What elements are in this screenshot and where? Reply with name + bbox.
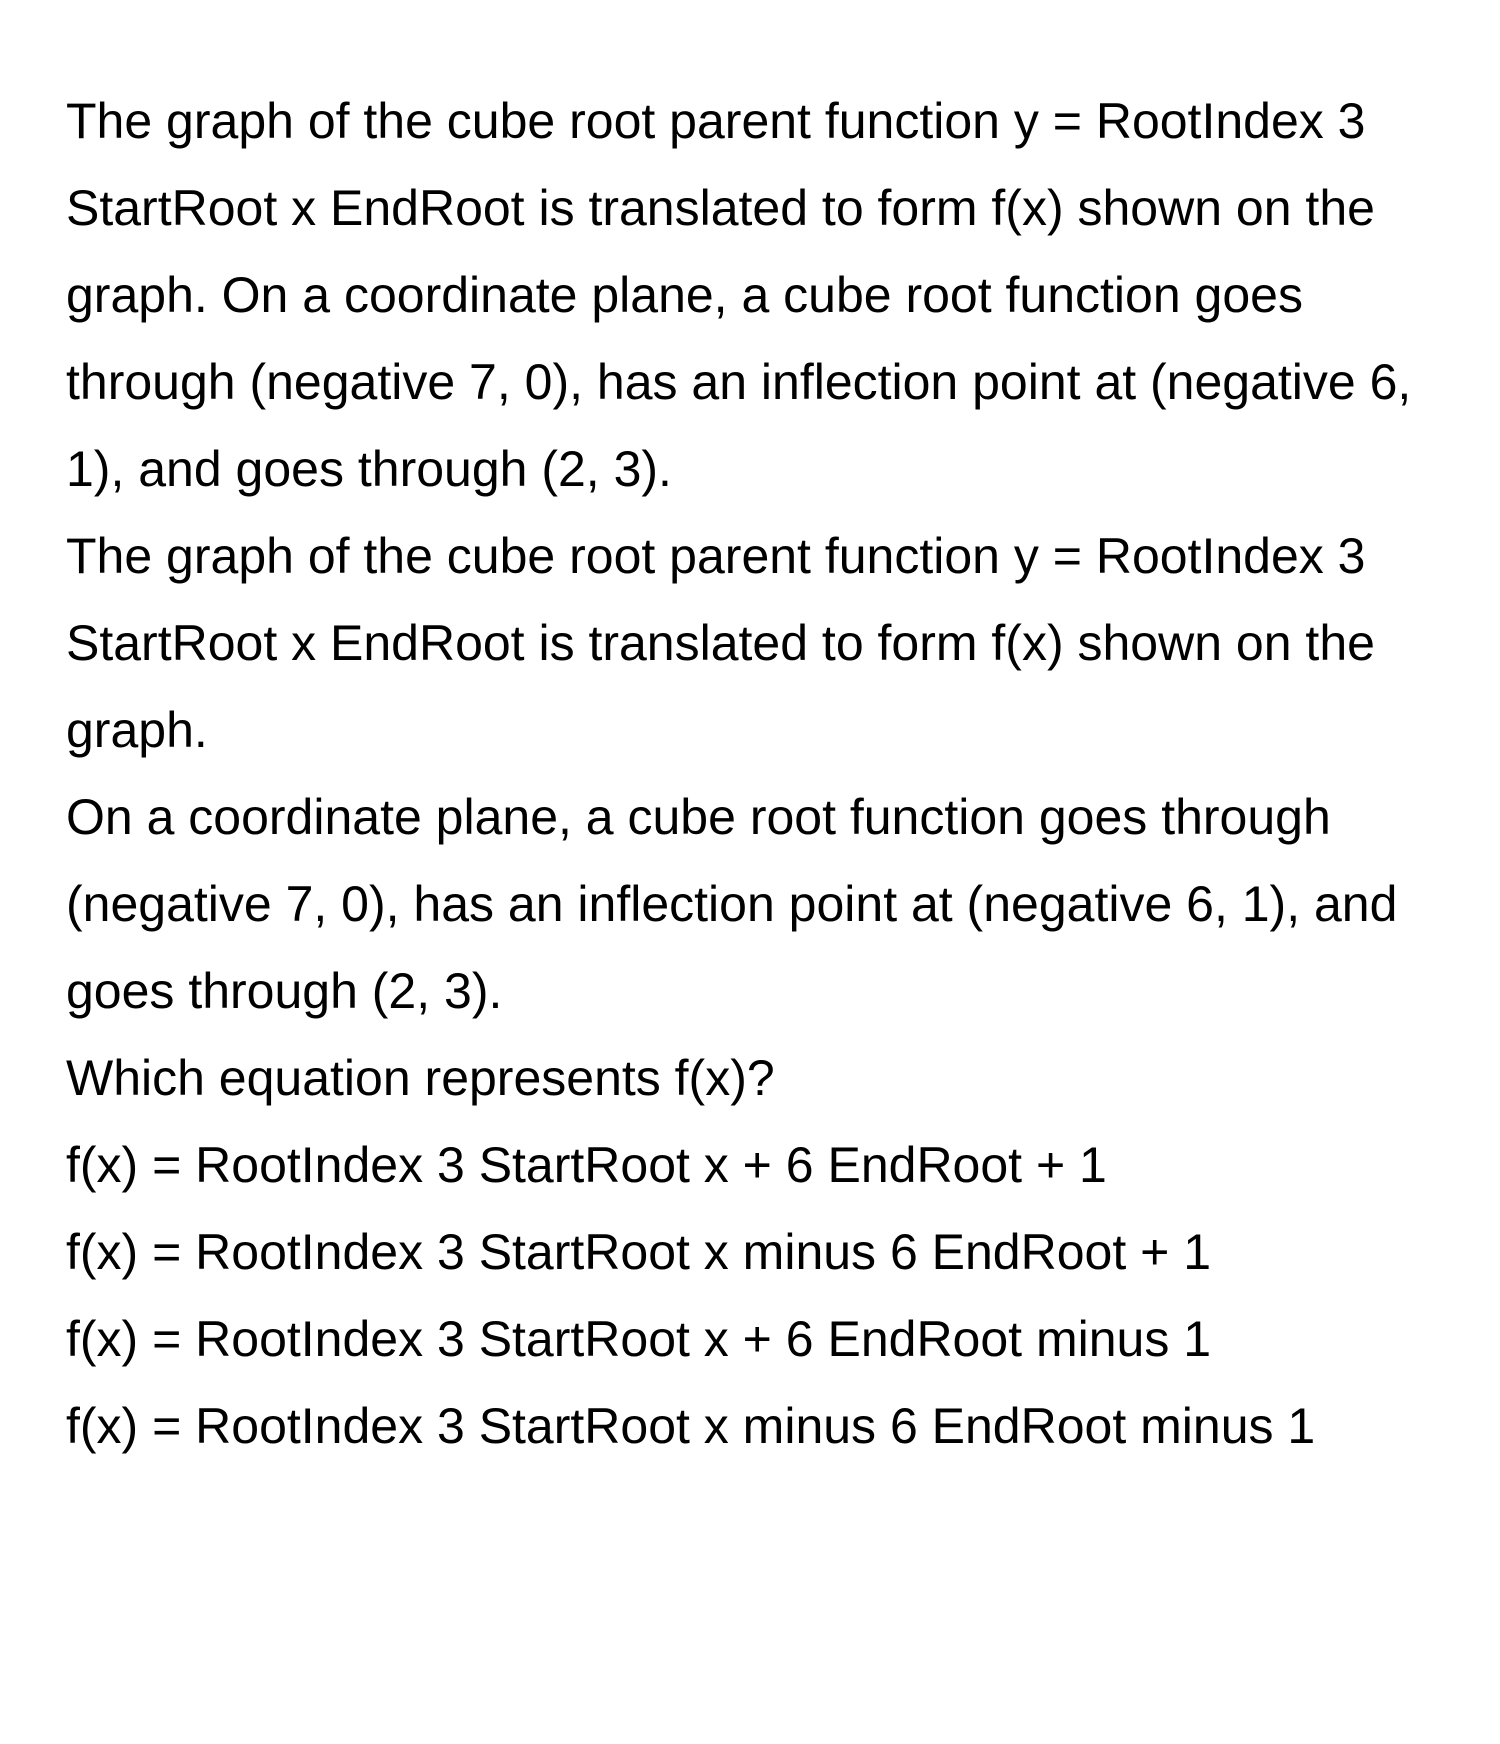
option-a: f(x) = RootIndex 3 StartRoot x + 6 EndRoot + 1 (66, 1137, 1107, 1193)
question-text: Which equation represents f(x)? (66, 1050, 775, 1106)
question-text-block (66, 78, 1446, 1470)
intro-paragraph: The graph of the cube root parent function y = RootIndex 3 StartRoot x EndRoot is translated to form f(x) shown on the graph. On a coordinate plane, a cube root function goes through (negative 7, 0), has an inflection point at (negative 6, 1), and goes through (2, 3). (66, 93, 1412, 497)
restated-prompt: The graph of the cube root parent function y = RootIndex 3 StartRoot x EndRoot is translated to form f(x) shown on the graph. (66, 528, 1375, 758)
option-b: f(x) = RootIndex 3 StartRoot x minus 6 EndRoot + 1 (66, 1224, 1212, 1280)
graph-description: On a coordinate plane, a cube root function goes through (negative 7, 0), has an inflection point at (negative 6, 1), and goes through (2, 3). (66, 789, 1398, 1019)
option-c: f(x) = RootIndex 3 StartRoot x + 6 EndRoot minus 1 (66, 1311, 1212, 1367)
option-d: f(x) = RootIndex 3 StartRoot x minus 6 EndRoot minus 1 (66, 1398, 1316, 1454)
